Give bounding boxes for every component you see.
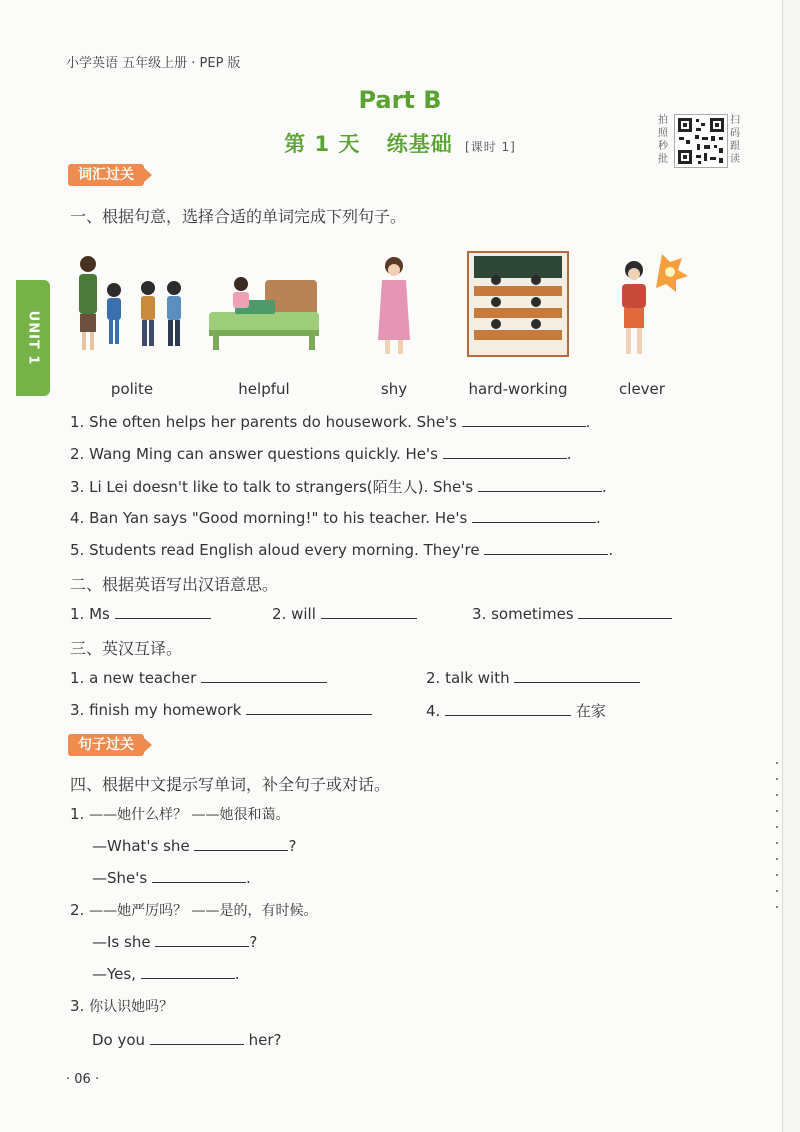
shy-illustration — [370, 250, 420, 370]
lesson-tag: [课时 1] — [465, 140, 516, 154]
binding-dots — [776, 762, 779, 922]
unit-tab-label: UNIT 1 — [25, 310, 41, 366]
unit-tab — [16, 280, 50, 396]
answer-blank[interactable] — [201, 668, 327, 683]
answer-blank[interactable] — [472, 508, 596, 523]
qr-right-caption: 扫码跟读 — [730, 115, 740, 165]
s1-item-2: 2. Wang Ming can answer questions quickly. He's . — [70, 445, 572, 463]
s4-q2-line-a: —Is she ? — [92, 933, 258, 951]
s2-item-2: 2. will — [272, 604, 417, 623]
answer-blank[interactable] — [321, 604, 417, 619]
s4-q1-line-a: —What's she ? — [92, 837, 297, 855]
s4-q1-line-b: —She's . — [92, 869, 251, 887]
s3-item-3: 3. finish my homework — [70, 700, 372, 719]
word-helpful: helpful — [238, 380, 290, 398]
vocab-badge: 词汇过关 — [68, 164, 144, 186]
answer-blank[interactable] — [194, 836, 288, 851]
clever-illustration — [612, 250, 692, 370]
day-topic: 练基础 — [386, 132, 453, 156]
answer-blank[interactable] — [115, 604, 211, 619]
day-number: 第 1 天 — [284, 132, 361, 156]
answer-blank[interactable] — [462, 412, 586, 427]
answer-blank[interactable] — [246, 700, 372, 715]
answer-blank[interactable] — [478, 477, 602, 492]
s2-item-3: 3. sometimes — [472, 604, 672, 623]
answer-blank[interactable] — [514, 668, 640, 683]
s3-item-1: 1. a new teacher — [70, 668, 327, 687]
polite-illustration — [70, 250, 190, 370]
s4-q3-line-a: Do you her? — [92, 1031, 282, 1049]
s3-item-4: 4. 在家 — [426, 702, 606, 720]
section1-title: 一、根据句意，选择合适的单词完成下列句子。 — [70, 207, 407, 226]
s1-item-4: 4. Ban Yan says "Good morning!" to his teacher. He's . — [70, 509, 601, 527]
s2-item-1: 1. Ms — [70, 604, 211, 623]
s1-item-5: 5. Students read English aloud every morning. They're . — [70, 541, 614, 559]
answer-blank[interactable] — [484, 540, 608, 555]
s3-item-2: 2. talk with — [426, 668, 640, 687]
s1-item-1: 1. She often helps her parents do housework. She's . — [70, 413, 591, 431]
answer-blank[interactable] — [443, 444, 567, 459]
hard-working-illustration — [466, 250, 570, 370]
helpful-illustration — [205, 250, 325, 370]
word-hard-working: hard-working — [468, 380, 568, 398]
qr-block — [658, 114, 746, 170]
answer-blank[interactable] — [445, 701, 571, 716]
word-clever: clever — [619, 380, 665, 398]
answer-blank[interactable] — [155, 932, 249, 947]
word-polite: polite — [110, 380, 154, 398]
answer-blank[interactable] — [150, 1030, 244, 1045]
qr-code-icon[interactable] — [674, 114, 728, 168]
s4-q2-prompt: 2. ——她严厉吗？ ——是的，有时候。 — [70, 901, 318, 919]
section3-title: 三、英汉互译。 — [70, 639, 183, 658]
part-title: Part B — [358, 86, 442, 114]
qr-left-caption: 拍照秒批 — [658, 115, 668, 165]
page-number: · 06 · — [66, 1072, 100, 1087]
section2-title: 二、根据英语写出汉语意思。 — [70, 575, 279, 594]
answer-blank[interactable] — [141, 964, 235, 979]
book-title: 小学英语 五年级上册 · PEP 版 — [66, 56, 241, 71]
sentence-badge: 句子过关 — [68, 734, 144, 756]
section4-title: 四、根据中文提示写单词，补全句子或对话。 — [70, 775, 391, 794]
word-shy: shy — [380, 380, 408, 398]
answer-blank[interactable] — [152, 868, 246, 883]
s4-q3-prompt: 3. 你认识她吗？ — [70, 997, 174, 1015]
s4-q1-prompt: 1. ——她什么样？ ——她很和蔼。 — [70, 805, 290, 823]
s1-item-3: 3. Li Lei doesn't like to talk to strangers(陌生人). She's . — [70, 478, 607, 496]
s4-q2-line-b: —Yes, . — [92, 965, 240, 983]
answer-blank[interactable] — [578, 604, 672, 619]
